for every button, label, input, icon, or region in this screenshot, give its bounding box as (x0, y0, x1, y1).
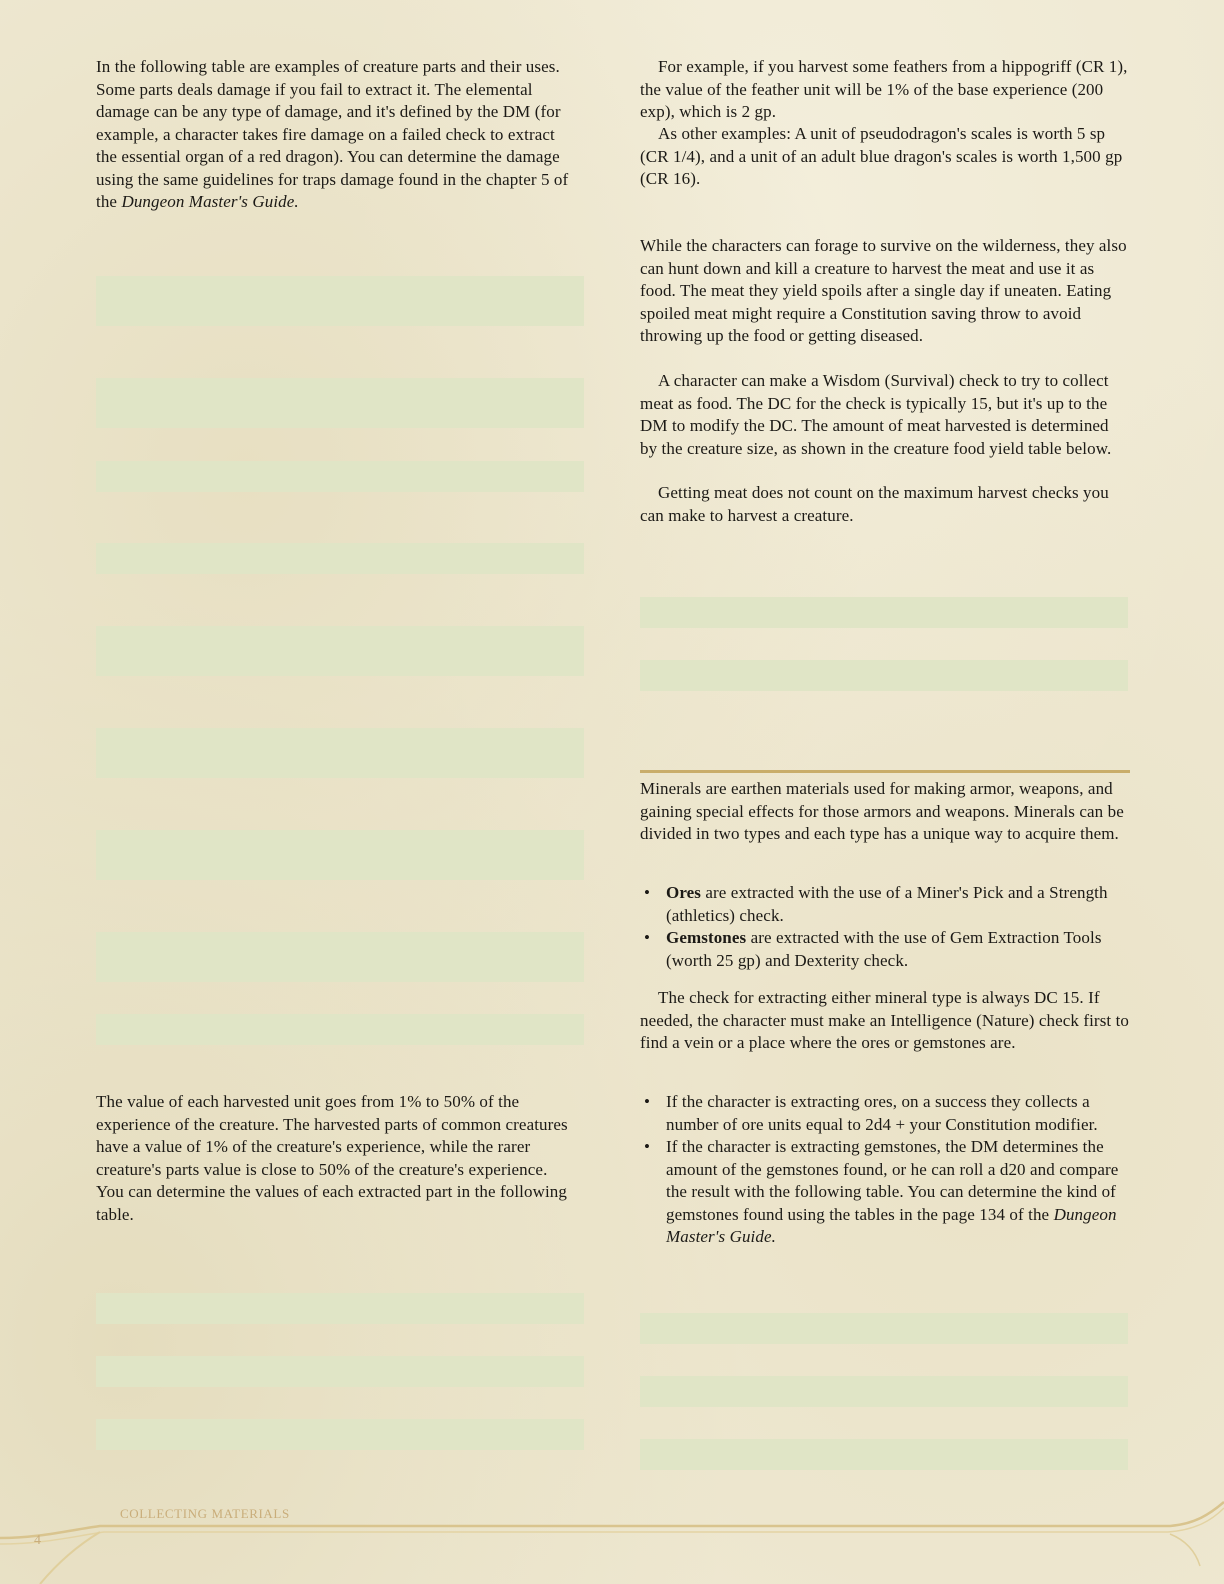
list-item: • If the character is extracting ores, on a success they collects a number of ore units equal to 2d4 + your Constitution modifier. (640, 1091, 1130, 1136)
table-row (96, 830, 584, 880)
table-row (96, 1293, 584, 1324)
minerals-paragraph: Minerals are earthen materials used for making armor, weapons, and gaining special effects for those armors and weapons. Minerals can be divided in two types and each type has a unique way to acquire them. (640, 779, 1124, 843)
footer-section-title: COLLECTING MATERIALS (120, 1506, 290, 1521)
example-paragraph-1: For example, if you harvest some feathers from a hippogriff (CR 1), the value of the feather unit will be 1% of the base experience (200 exp), which is 2 gp. (640, 57, 1128, 121)
mineral-type-name: Ores (666, 883, 702, 902)
table-row (96, 1356, 584, 1387)
list-item (640, 927, 1130, 972)
extraction-book: Dungeon Master's Guide. (666, 1204, 1117, 1246)
table-row (96, 461, 584, 492)
value-paragraph: The value of each harvested unit goes from 1% to 50% of the experience of the creature. The harvested parts of common creatures have a value of 1% of the creature's experience, while the rarer creature's parts value is close to 50% of the creature's experience. You can determine the values of each extracted part in the following table. (96, 1092, 568, 1224)
table-row (640, 597, 1128, 628)
list-item (640, 882, 1130, 927)
intro-paragraph-main: In the following table are examples of creature parts and their uses. Some parts deals damage if you fail to extract it. The elemental damage can be any type of damage, and it's defined by the DM (for example, a character takes fire damage on a failed check to extract the essential organ of a red dragon). You can determine the damage using the same guidelines for traps damage found in the chapter 5 of the (96, 57, 569, 211)
table-row (640, 1439, 1128, 1470)
example-paragraph-2: As other examples: A unit of pseudodragon's scales is worth 5 sp (CR 1/4), and a unit of an adult blue dragon's scales is worth 1,500 gp (CR 16). (640, 124, 1123, 188)
check-paragraph: The check for extracting either mineral type is always DC 15. If needed, the character must make an Intelligence (Nature) check first to find a vein or a place where the ores or gemstones are. (640, 988, 1130, 1052)
table-row (640, 660, 1128, 691)
table-row (96, 543, 584, 574)
food-paragraph-1: While the characters can forage to survive on the wilderness, they also can hunt down and kill a creature to harvest the meat and use it as food. The meat they yield spoils after a single day if uneaten. Eating spoiled meat might require a Constitution saving throw to avoid throwing up the food or getting diseased. (640, 236, 1127, 345)
mineral-type-text: are extracted with the use of a Miner's Pick and a Strength (athletics) check. (666, 883, 1108, 925)
mineral-types-list (640, 882, 1130, 972)
intro-paragraph (96, 56, 576, 214)
mineral-type-text: are extracted with the use of Gem Extraction Tools (worth 25 gp) and Dexterity check. (666, 928, 1102, 970)
page-number: 4 (34, 1533, 41, 1548)
mineral-type-name: Gemstones (666, 928, 747, 947)
table-row (640, 1376, 1128, 1407)
extraction-text: If the character is extracting gemstones, the DM determines the amount of the gemstones found, or he can roll a d20 and compare the result with the following table. You can determine the kind of gemstones found using the tables in the page 134 of the (666, 1137, 1119, 1224)
table-row (96, 378, 584, 428)
table-row (640, 1313, 1128, 1344)
table-row (96, 276, 584, 326)
table-row (96, 1419, 584, 1450)
list-item (640, 1136, 1130, 1249)
intro-paragraph-book: Dungeon Master's Guide. (121, 192, 299, 211)
food-paragraph-2: A character can make a Wisdom (Survival) check to try to collect meat as food. The DC for the check is typically 15, but it's up to the DM to modify the DC. The amount of meat harvested is determined by the creature size, as shown in the creature food yield table below. (640, 371, 1112, 458)
extraction-list (640, 1091, 1130, 1249)
table-row (96, 626, 584, 676)
table-row (96, 1014, 584, 1045)
food-paragraph-3: Getting meat does not count on the maximum harvest checks you can make to harvest a creature. (640, 483, 1109, 525)
table-row (96, 728, 584, 778)
section-divider (640, 770, 1130, 773)
table-row (96, 932, 584, 982)
